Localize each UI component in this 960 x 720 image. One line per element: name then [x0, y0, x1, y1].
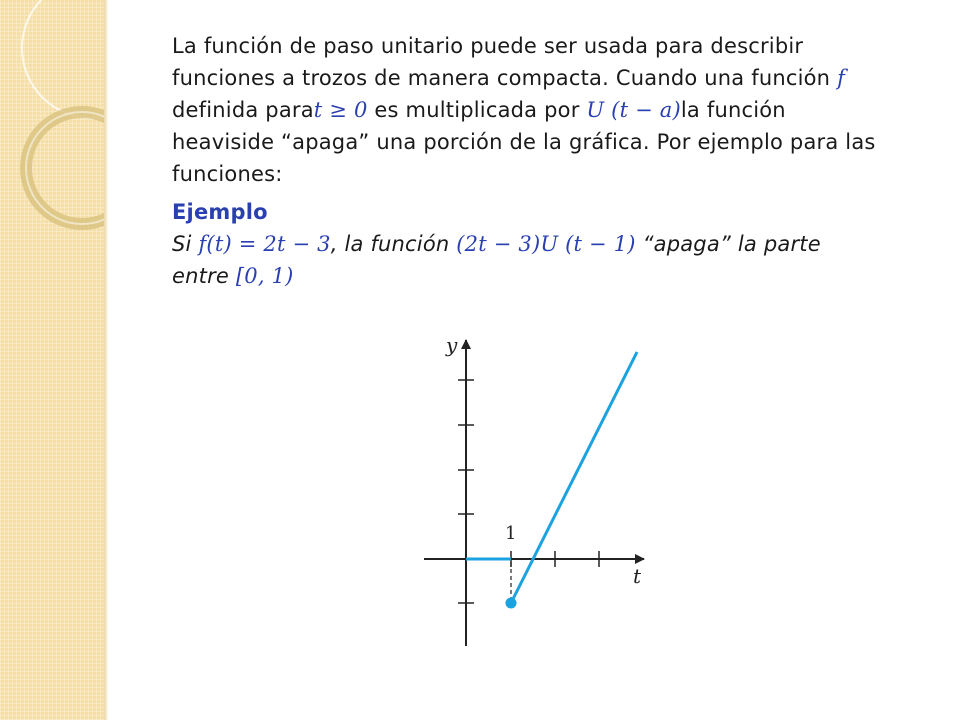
math-f: f — [837, 66, 846, 90]
y-axis-label: y — [446, 333, 458, 357]
paragraph-line-3: definida parat ≥ 0 es multiplicada por U (t − a)la función — [172, 98, 786, 122]
paragraph-line-2: funciones a trozos de manera compacta. Cuando una función f — [172, 66, 846, 90]
example-line-2: entre [0, 1) — [172, 264, 294, 288]
math-interval: [0, 1) — [235, 264, 294, 288]
math-t-geq-0: t ≥ 0 — [313, 98, 368, 122]
ramp-line — [511, 352, 637, 603]
example-heading: Ejemplo — [172, 200, 268, 224]
paragraph-line-4: heaviside “apaga” una porción de la gráfica. Por ejemplo para las — [172, 130, 876, 154]
closed-point — [506, 598, 517, 609]
example-line-1: Si f(t) = 2t − 3, la función (2t − 3)U (t − 1) “apaga” la parte — [172, 232, 821, 256]
paragraph-line-1: La función de paso unitario puede ser usada para describir — [172, 34, 804, 58]
paragraph-line-5: funciones: — [172, 162, 283, 186]
tick-label-1: 1 — [505, 523, 517, 544]
math-expression: (2t − 3)U (t − 1) — [456, 232, 636, 256]
x-axis-label: t — [633, 564, 642, 588]
math-unit-step: U (t − a) — [586, 98, 681, 122]
math-ft: f(t) = 2t − 3 — [198, 232, 331, 256]
